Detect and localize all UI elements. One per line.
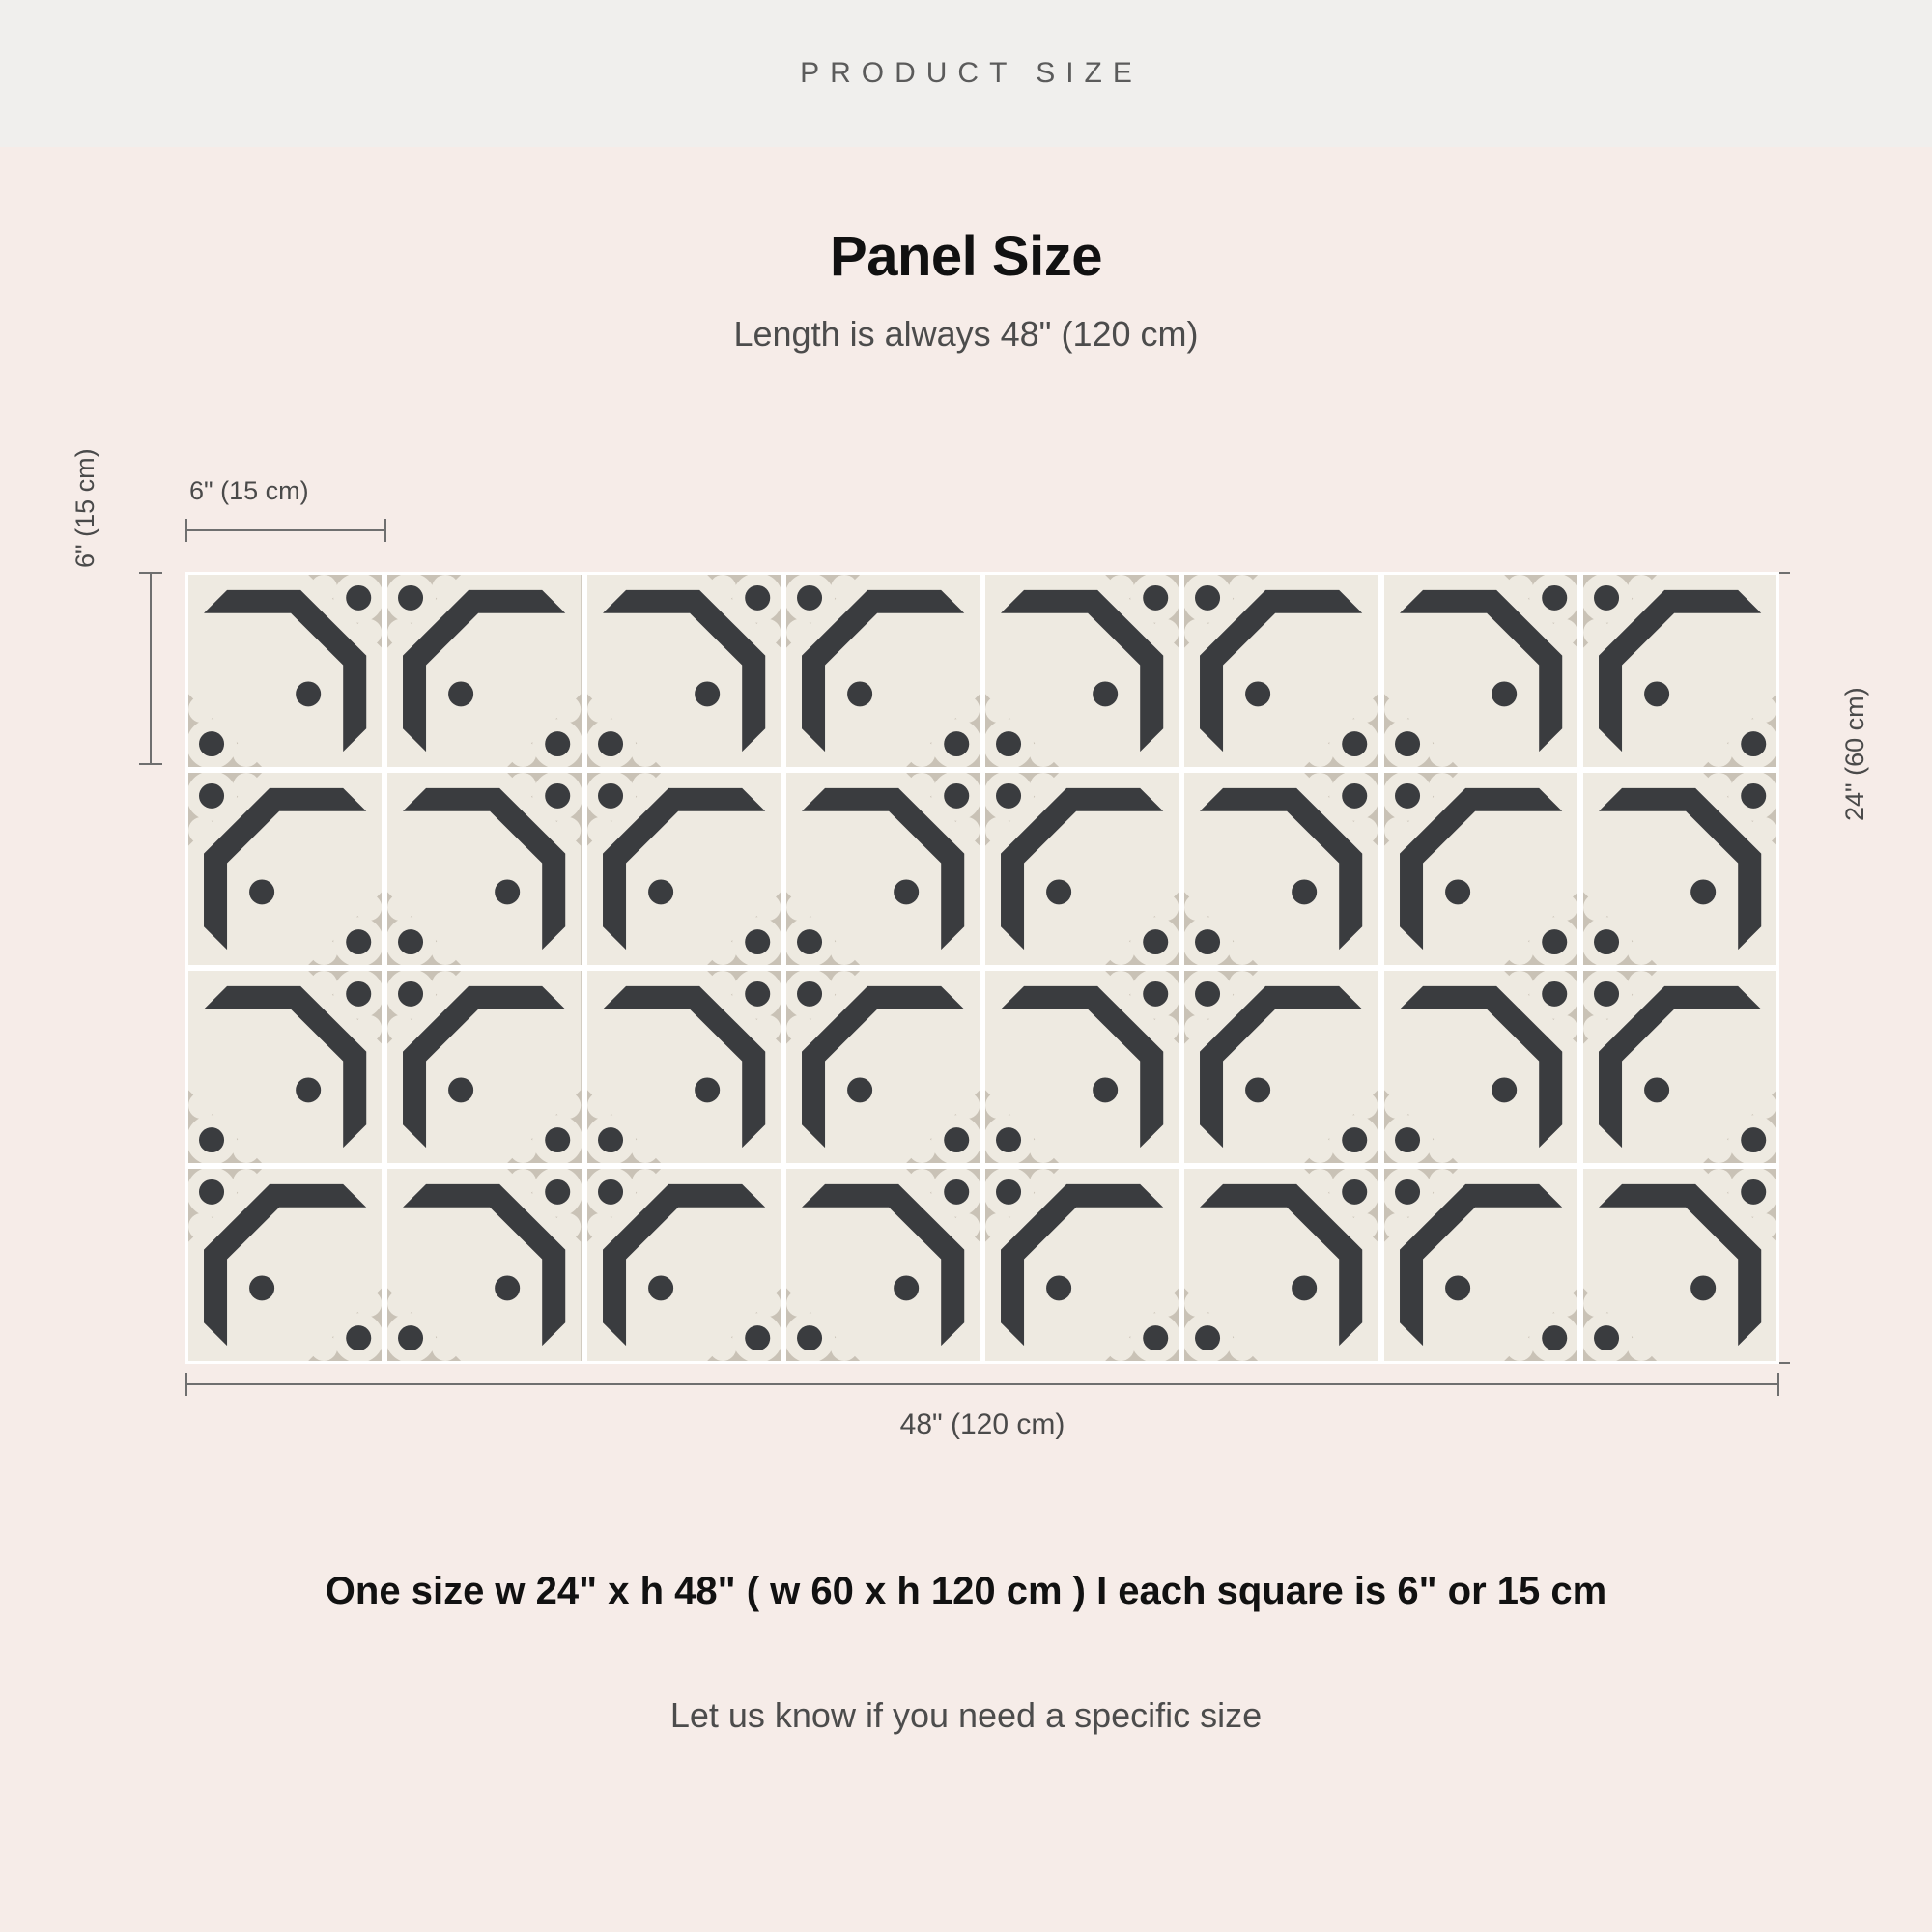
page-subtitle: Length is always 48" (120 cm)	[733, 314, 1199, 354]
tile	[1384, 773, 1577, 965]
tile	[387, 1169, 581, 1361]
tile	[188, 1169, 382, 1361]
eyebrow-label: PRODUCT SIZE	[800, 57, 1143, 89]
tile	[587, 575, 781, 767]
page-title: Panel Size	[830, 225, 1102, 288]
tile	[188, 575, 382, 767]
tile	[587, 773, 781, 965]
dimension-panel-width-line	[185, 1383, 1779, 1385]
dimension-square-width-label: 6" (15 cm)	[189, 476, 309, 505]
tile	[188, 773, 382, 965]
tile	[786, 1169, 980, 1361]
dimension-square-height-label: 6" (15 cm)	[71, 448, 99, 568]
tile	[1583, 773, 1776, 965]
tile	[1184, 575, 1378, 767]
tile	[786, 773, 980, 965]
tile	[985, 773, 1179, 965]
dimension-panel-width-label: 48" (120 cm)	[899, 1408, 1065, 1440]
header-bar	[0, 0, 1932, 147]
tile	[985, 575, 1179, 767]
tile	[1583, 971, 1776, 1163]
tile	[387, 971, 581, 1163]
tile	[1184, 1169, 1378, 1361]
tile	[1184, 971, 1378, 1163]
tile	[1583, 575, 1776, 767]
tile	[1384, 575, 1577, 767]
tile	[786, 575, 980, 767]
footer-note: Let us know if you need a specific size	[669, 1695, 1263, 1735]
tile	[587, 971, 781, 1163]
tile-panel	[185, 572, 1779, 1364]
tile	[188, 971, 382, 1163]
dimension-square-height-line	[150, 572, 152, 765]
tile	[1184, 773, 1378, 965]
tile	[587, 1169, 781, 1361]
tile	[985, 1169, 1179, 1361]
tile	[1583, 1169, 1776, 1361]
tile	[387, 575, 581, 767]
tile	[387, 773, 581, 965]
tile	[985, 971, 1179, 1163]
dimension-square-width-line	[185, 529, 386, 531]
tile	[1384, 971, 1577, 1163]
dimension-panel-height-label: 24" (60 cm)	[1840, 687, 1869, 821]
footer-size-line: One size w 24" x h 48" ( w 60 x h 120 cm ) I each square is 6" or 15 cm	[325, 1570, 1607, 1612]
tile	[786, 971, 980, 1163]
tile	[1384, 1169, 1577, 1361]
